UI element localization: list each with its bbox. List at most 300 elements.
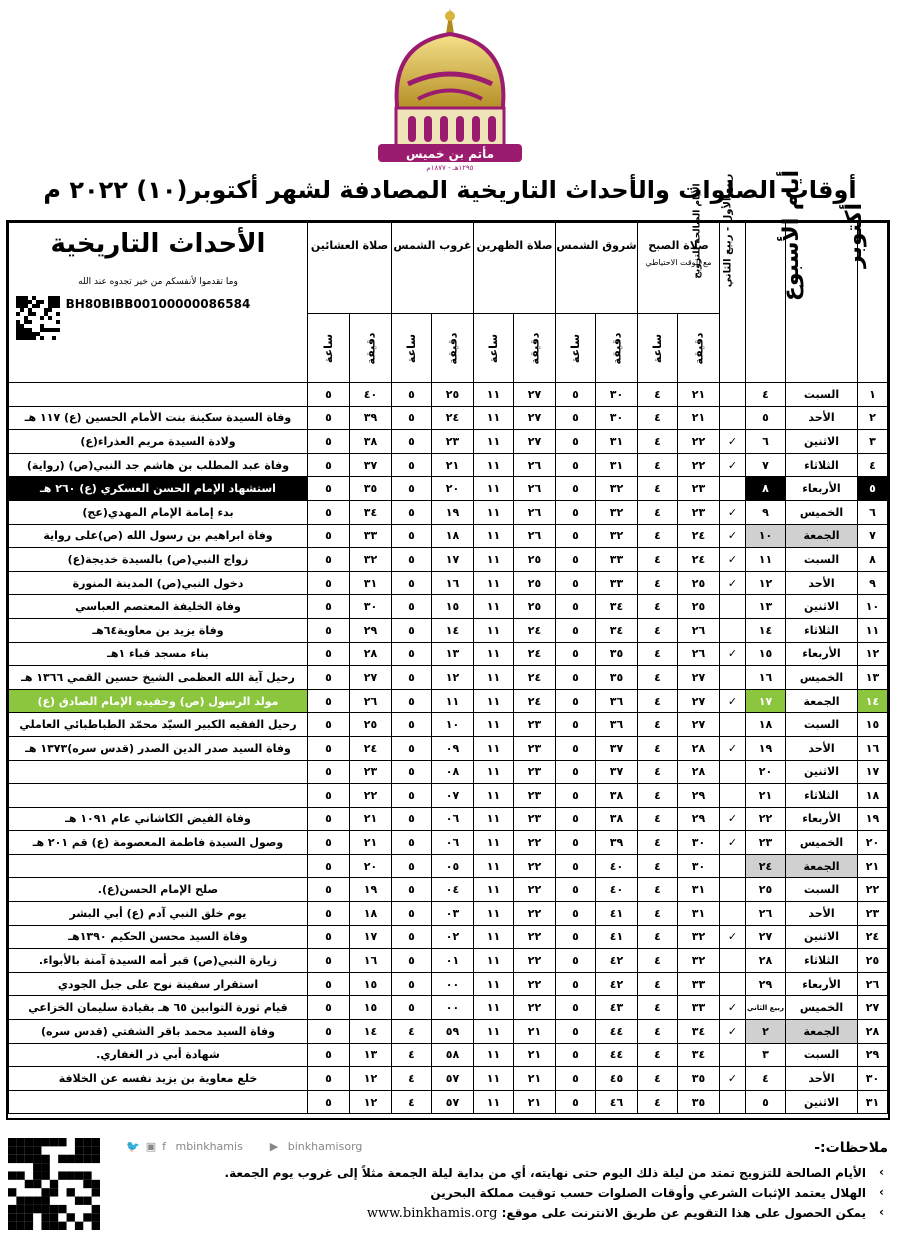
logo-founded: ١٢٩٥هـ - ١٨٧٧م bbox=[426, 164, 474, 172]
sunset-minute: ٠٣ bbox=[431, 902, 473, 926]
isha-hour: ٥ bbox=[307, 642, 349, 666]
dhuhr-hour: ١١ bbox=[473, 949, 513, 973]
header-weekday: أيام الأسبوع bbox=[786, 223, 858, 383]
hijri-day: ١٦ bbox=[746, 666, 786, 690]
day-number: ٨ bbox=[858, 548, 888, 572]
note-item: › الأيام الصالحة للتزويج تمتد من ليلة ذلك اليوم حتى نهايته، أي من بداية ليلة الجمعة مثلاً إلى غروب يوم الجمعة. bbox=[128, 1166, 866, 1180]
dhuhr-hour: ١١ bbox=[473, 713, 513, 737]
dhuhr-hour: ١١ bbox=[473, 854, 513, 878]
sunrise-hour: ٥ bbox=[555, 383, 595, 407]
isha-minute: ٣٠ bbox=[349, 595, 391, 619]
weekday: الجمعة bbox=[786, 524, 858, 548]
weekday: الخميس bbox=[786, 831, 858, 855]
sunset-minute: ١٧ bbox=[431, 548, 473, 572]
marriage-mark bbox=[720, 383, 746, 407]
sunset-hour: ٤ bbox=[391, 1067, 431, 1091]
weekday: السبت bbox=[786, 383, 858, 407]
sunrise-minute: ٤١ bbox=[595, 902, 637, 926]
isha-minute: ٢٨ bbox=[349, 642, 391, 666]
calendar-row bbox=[9, 453, 888, 477]
isha-hour: ٥ bbox=[307, 383, 349, 407]
sunset-hour: ٥ bbox=[391, 925, 431, 949]
sunset-hour: ٥ bbox=[391, 453, 431, 477]
sunrise-minute: ٤٦ bbox=[595, 1090, 637, 1114]
sunset-minute: ١٢ bbox=[431, 666, 473, 690]
sunrise-minute-header: دقيقة bbox=[595, 314, 637, 383]
sunrise-hour: ٥ bbox=[555, 453, 595, 477]
marriage-mark: ✓ bbox=[720, 1020, 746, 1044]
dhuhr-minute: ٢٢ bbox=[513, 972, 555, 996]
fajr-hour: ٤ bbox=[637, 713, 677, 737]
isha-hour: ٥ bbox=[307, 571, 349, 595]
fajr-minute: ٢٦ bbox=[678, 642, 720, 666]
isha-minute: ٣٧ bbox=[349, 453, 391, 477]
fajr-hour: ٤ bbox=[637, 548, 677, 572]
weekday: الاثنين bbox=[786, 1090, 858, 1114]
weekday: الاثنين bbox=[786, 760, 858, 784]
sunset-minute: ٢٥ bbox=[431, 383, 473, 407]
isha-minute: ٢١ bbox=[349, 831, 391, 855]
sunrise-hour-header: ساعة bbox=[555, 314, 595, 383]
isha-minute: ١٥ bbox=[349, 972, 391, 996]
marriage-mark bbox=[720, 760, 746, 784]
sunset-minute: ٢٤ bbox=[431, 406, 473, 430]
day-number: ٣١ bbox=[858, 1090, 888, 1114]
isha-hour: ٥ bbox=[307, 453, 349, 477]
dhuhr-minute: ٢١ bbox=[513, 1067, 555, 1091]
dhuhr-hour: ١١ bbox=[473, 406, 513, 430]
fajr-hour: ٤ bbox=[637, 595, 677, 619]
sunset-minute: ٠٧ bbox=[431, 784, 473, 808]
sunset-minute: ٠٠ bbox=[431, 972, 473, 996]
fajr-hour: ٤ bbox=[637, 500, 677, 524]
dhuhr-hour: ١١ bbox=[473, 1020, 513, 1044]
calendar-row bbox=[9, 595, 888, 619]
fajr-minute: ٣٤ bbox=[678, 1020, 720, 1044]
sunset-hour: ٥ bbox=[391, 996, 431, 1020]
dhuhr-hour: ١١ bbox=[473, 902, 513, 926]
dhuhr-minute: ٢٢ bbox=[513, 902, 555, 926]
dhuhr-minute-header: دقيقة bbox=[513, 314, 555, 383]
weekday: الاثنين bbox=[786, 925, 858, 949]
sunrise-hour: ٥ bbox=[555, 972, 595, 996]
fajr-minute: ٣٠ bbox=[678, 854, 720, 878]
header-october: أكتوبر bbox=[858, 223, 888, 383]
sunset-hour: ٥ bbox=[391, 784, 431, 808]
event-text bbox=[9, 760, 308, 784]
dhuhr-minute: ٢٥ bbox=[513, 548, 555, 572]
calendar-row bbox=[9, 1090, 888, 1114]
fajr-hour: ٤ bbox=[637, 925, 677, 949]
dhuhr-minute: ٢١ bbox=[513, 1090, 555, 1114]
day-number: ٢٢ bbox=[858, 878, 888, 902]
weekday: الثلاثاء bbox=[786, 949, 858, 973]
dhuhr-hour: ١١ bbox=[473, 831, 513, 855]
fajr-hour: ٤ bbox=[637, 524, 677, 548]
day-number: ٢٣ bbox=[858, 902, 888, 926]
sunset-hour: ٥ bbox=[391, 595, 431, 619]
sunset-minute: ٥٩ bbox=[431, 1020, 473, 1044]
event-text: وفاة السيد محسن الحكيم ١٣٩٠هـ bbox=[9, 925, 308, 949]
page-title: أوقات الصلوات والأحداث التاريخية المصادفة لشهر أكتوبر(١٠) ٢٠٢٢ م bbox=[43, 176, 857, 204]
sunset-hour: ٥ bbox=[391, 760, 431, 784]
hijri-day: ٢٧ bbox=[746, 925, 786, 949]
sunset-minute: ١٠ bbox=[431, 713, 473, 737]
fajr-hour: ٤ bbox=[637, 1043, 677, 1067]
isha-hour: ٥ bbox=[307, 595, 349, 619]
weekday: الجمعة bbox=[786, 689, 858, 713]
dhuhr-minute: ٢٧ bbox=[513, 430, 555, 454]
marriage-mark bbox=[720, 666, 746, 690]
isha-hour: ٥ bbox=[307, 854, 349, 878]
day-number: ٢٧ bbox=[858, 996, 888, 1020]
sunrise-minute: ٣٣ bbox=[595, 548, 637, 572]
calendar-row bbox=[9, 1020, 888, 1044]
day-number: ٤ bbox=[858, 453, 888, 477]
dhuhr-minute: ٢٢ bbox=[513, 949, 555, 973]
fajr-hour: ٤ bbox=[637, 618, 677, 642]
event-text: وصول السيدة فاطمة المعصومة (ع) قم ٢٠١ هـ bbox=[9, 831, 308, 855]
sunrise-hour: ٥ bbox=[555, 996, 595, 1020]
isha-hour: ٥ bbox=[307, 831, 349, 855]
sunrise-hour: ٥ bbox=[555, 949, 595, 973]
fajr-hour: ٤ bbox=[637, 1067, 677, 1091]
weekday: الثلاثاء bbox=[786, 784, 858, 808]
dhuhr-hour: ١١ bbox=[473, 618, 513, 642]
qr-code-website bbox=[8, 1138, 100, 1230]
hijri-day: ٢٢ bbox=[746, 807, 786, 831]
sunset-minute: ٠٦ bbox=[431, 807, 473, 831]
sunset-hour-header: ساعة bbox=[391, 314, 431, 383]
dhuhr-minute: ٢٣ bbox=[513, 807, 555, 831]
day-number: ٣٠ bbox=[858, 1067, 888, 1091]
sunrise-minute: ٣٠ bbox=[595, 383, 637, 407]
dhuhr-minute: ٢٢ bbox=[513, 925, 555, 949]
dhuhr-hour: ١١ bbox=[473, 430, 513, 454]
day-number: ٩ bbox=[858, 571, 888, 595]
marriage-mark bbox=[720, 595, 746, 619]
day-number: ٣ bbox=[858, 430, 888, 454]
event-text bbox=[9, 854, 308, 878]
dhuhr-hour: ١١ bbox=[473, 1067, 513, 1091]
sunrise-hour: ٥ bbox=[555, 595, 595, 619]
website-link[interactable]: www.binkhamis.org bbox=[366, 1206, 498, 1221]
isha-hour: ٥ bbox=[307, 500, 349, 524]
event-text: صلح الإمام الحسن(ع). bbox=[9, 878, 308, 902]
hijri-day: ٨ bbox=[746, 477, 786, 501]
sunset-hour: ٥ bbox=[391, 430, 431, 454]
day-number: ١٣ bbox=[858, 666, 888, 690]
isha-minute: ٢٧ bbox=[349, 666, 391, 690]
dhuhr-hour: ١١ bbox=[473, 736, 513, 760]
hijri-day: ١٤ bbox=[746, 618, 786, 642]
fajr-minute: ٢٩ bbox=[678, 784, 720, 808]
fajr-minute: ٣٣ bbox=[678, 972, 720, 996]
sunrise-hour: ٥ bbox=[555, 524, 595, 548]
hijri-day: ١٣ bbox=[746, 595, 786, 619]
dhuhr-hour: ١١ bbox=[473, 453, 513, 477]
isha-hour: ٥ bbox=[307, 949, 349, 973]
sunset-hour: ٥ bbox=[391, 949, 431, 973]
isha-minute: ٢٩ bbox=[349, 618, 391, 642]
marriage-mark bbox=[720, 477, 746, 501]
fajr-hour: ٤ bbox=[637, 996, 677, 1020]
sunset-minute: ٠٦ bbox=[431, 831, 473, 855]
fajr-hour: ٤ bbox=[637, 430, 677, 454]
sunrise-minute: ٣٢ bbox=[595, 477, 637, 501]
hijri-day: ٣ bbox=[746, 1043, 786, 1067]
sunset-minute: ١٨ bbox=[431, 524, 473, 548]
sunrise-minute: ٤٢ bbox=[595, 972, 637, 996]
sunrise-hour: ٥ bbox=[555, 1090, 595, 1114]
weekday: الاثنين bbox=[786, 430, 858, 454]
fajr-minute: ٢٧ bbox=[678, 689, 720, 713]
dhuhr-minute: ٢٣ bbox=[513, 713, 555, 737]
fajr-hour: ٤ bbox=[637, 902, 677, 926]
dhuhr-minute: ٢٢ bbox=[513, 854, 555, 878]
sunrise-minute: ٤٥ bbox=[595, 1067, 637, 1091]
fajr-minute: ٢٧ bbox=[678, 713, 720, 737]
marriage-mark: ✓ bbox=[720, 548, 746, 572]
sunset-hour: ٥ bbox=[391, 571, 431, 595]
sunset-hour: ٥ bbox=[391, 500, 431, 524]
marriage-mark: ✓ bbox=[720, 996, 746, 1020]
sunrise-hour: ٥ bbox=[555, 760, 595, 784]
sunset-hour: ٥ bbox=[391, 878, 431, 902]
day-number: ١١ bbox=[858, 618, 888, 642]
marriage-mark bbox=[720, 713, 746, 737]
qr-code-small bbox=[16, 296, 60, 340]
dhuhr-hour: ١١ bbox=[473, 760, 513, 784]
marriage-mark: ✓ bbox=[720, 642, 746, 666]
sunset-minute: ١١ bbox=[431, 689, 473, 713]
hijri-day: ٢ bbox=[746, 1020, 786, 1044]
sunrise-minute: ٣٤ bbox=[595, 618, 637, 642]
calendar-row bbox=[9, 689, 888, 713]
sunrise-minute: ٤٤ bbox=[595, 1043, 637, 1067]
weekday: الأحد bbox=[786, 406, 858, 430]
sunrise-minute: ٣١ bbox=[595, 453, 637, 477]
fajr-hour: ٤ bbox=[637, 1090, 677, 1114]
hijri-day: ١٢ bbox=[746, 571, 786, 595]
dhuhr-minute: ٢٤ bbox=[513, 689, 555, 713]
fajr-hour: ٤ bbox=[637, 807, 677, 831]
hijri-day: ٢٤ bbox=[746, 854, 786, 878]
calendar-row bbox=[9, 500, 888, 524]
sunset-hour: ٥ bbox=[391, 642, 431, 666]
fajr-hour: ٤ bbox=[637, 689, 677, 713]
sunrise-minute: ٣٤ bbox=[595, 595, 637, 619]
fajr-hour: ٤ bbox=[637, 1020, 677, 1044]
sunrise-hour: ٥ bbox=[555, 878, 595, 902]
sunrise-hour: ٥ bbox=[555, 854, 595, 878]
isha-hour: ٥ bbox=[307, 1043, 349, 1067]
marriage-mark bbox=[720, 972, 746, 996]
isha-hour: ٥ bbox=[307, 807, 349, 831]
day-number: ١٤ bbox=[858, 689, 888, 713]
sunrise-minute: ٣٣ bbox=[595, 571, 637, 595]
hijri-day: ٢٠ bbox=[746, 760, 786, 784]
sunset-hour: ٥ bbox=[391, 383, 431, 407]
isha-hour: ٥ bbox=[307, 406, 349, 430]
weekday: الأربعاء bbox=[786, 642, 858, 666]
dhuhr-minute: ٢٤ bbox=[513, 642, 555, 666]
isha-minute: ١٣ bbox=[349, 1043, 391, 1067]
hijri-day: ١١ bbox=[746, 548, 786, 572]
sunrise-minute: ٤٠ bbox=[595, 878, 637, 902]
calendar-row bbox=[9, 831, 888, 855]
calendar-row bbox=[9, 902, 888, 926]
youtube-icon: ▶ bbox=[269, 1140, 279, 1153]
facebook-icon: f bbox=[162, 1140, 166, 1153]
dhuhr-hour: ١١ bbox=[473, 383, 513, 407]
instagram-icon: ▣ bbox=[145, 1140, 157, 1153]
fajr-minute: ٢٨ bbox=[678, 736, 720, 760]
sunset-hour: ٥ bbox=[391, 831, 431, 855]
dhuhr-hour: ١١ bbox=[473, 972, 513, 996]
sunrise-minute: ٣٧ bbox=[595, 760, 637, 784]
sunrise-minute: ٣١ bbox=[595, 430, 637, 454]
fajr-hour: ٤ bbox=[637, 831, 677, 855]
isha-hour: ٥ bbox=[307, 736, 349, 760]
marriage-mark: ✓ bbox=[720, 807, 746, 831]
isha-minute: ١٢ bbox=[349, 1067, 391, 1091]
sunrise-hour: ٥ bbox=[555, 642, 595, 666]
header-isha: صلاة العشائين bbox=[307, 223, 391, 314]
day-number: ٧ bbox=[858, 524, 888, 548]
dhuhr-hour: ١١ bbox=[473, 1043, 513, 1067]
isha-hour: ٥ bbox=[307, 666, 349, 690]
sunset-minute: ٠١ bbox=[431, 949, 473, 973]
weekday: السبت bbox=[786, 878, 858, 902]
hijri-day: ١٩ bbox=[746, 736, 786, 760]
isha-hour: ٥ bbox=[307, 902, 349, 926]
sunrise-hour: ٥ bbox=[555, 618, 595, 642]
fajr-hour: ٤ bbox=[637, 383, 677, 407]
logo-text: مأتم بن خميس bbox=[405, 147, 495, 161]
sunrise-minute: ٣٧ bbox=[595, 736, 637, 760]
header-events: الأحداث التاريخية وما تقدموا لأنفسكم من خير تجدوه عند الله BH80BIBB00100000086584 bbox=[9, 223, 308, 383]
weekday: الأربعاء bbox=[786, 972, 858, 996]
fajr-hour: ٤ bbox=[637, 406, 677, 430]
day-number: ١٨ bbox=[858, 784, 888, 808]
fajr-minute: ٢١ bbox=[678, 383, 720, 407]
youtube-handle[interactable]: binkhamisorg bbox=[287, 1140, 363, 1153]
sunrise-minute: ٤٠ bbox=[595, 854, 637, 878]
fajr-hour: ٤ bbox=[637, 784, 677, 808]
day-number: ١٩ bbox=[858, 807, 888, 831]
sunrise-minute: ٤٤ bbox=[595, 1020, 637, 1044]
fajr-hour: ٤ bbox=[637, 878, 677, 902]
fajr-minute: ٢٥ bbox=[678, 595, 720, 619]
event-text: وفاة عبد المطلب بن هاشم جد النبي(ص) (رواية) bbox=[9, 453, 308, 477]
day-number: ١ bbox=[858, 383, 888, 407]
note-item: › الهلال يعتمد الإثبات الشرعي وأوقات الصلوات حسب توقيت مملكة البحرين bbox=[128, 1186, 866, 1200]
calendar-row bbox=[9, 878, 888, 902]
fajr-minute: ٣٠ bbox=[678, 831, 720, 855]
calendar-row bbox=[9, 666, 888, 690]
day-number: ١٦ bbox=[858, 736, 888, 760]
event-text: دخول النبي(ص) المدينة المنورة bbox=[9, 571, 308, 595]
header-marriage: الأيام الصالحة للتزويج bbox=[720, 223, 746, 383]
dhuhr-minute: ٢٦ bbox=[513, 500, 555, 524]
social-handle[interactable]: mbinkhamis bbox=[175, 1140, 243, 1153]
dhuhr-minute: ٢٤ bbox=[513, 666, 555, 690]
calendar-row bbox=[9, 713, 888, 737]
hijri-day: ربيع الثاني bbox=[746, 996, 786, 1020]
calendar-row bbox=[9, 548, 888, 572]
calendar-row bbox=[9, 949, 888, 973]
marriage-mark bbox=[720, 878, 746, 902]
marriage-mark: ✓ bbox=[720, 500, 746, 524]
day-number: ١٢ bbox=[858, 642, 888, 666]
sunrise-hour: ٥ bbox=[555, 1067, 595, 1091]
fajr-hour: ٤ bbox=[637, 477, 677, 501]
sunset-hour: ٤ bbox=[391, 1043, 431, 1067]
isha-hour: ٥ bbox=[307, 1067, 349, 1091]
fajr-minute: ٢٣ bbox=[678, 477, 720, 501]
isha-hour: ٥ bbox=[307, 878, 349, 902]
sunset-minute: ٥٧ bbox=[431, 1090, 473, 1114]
isha-minute: ٢٣ bbox=[349, 760, 391, 784]
marriage-mark: ✓ bbox=[720, 524, 746, 548]
dhuhr-hour: ١١ bbox=[473, 1090, 513, 1114]
event-text: وفاة الخليفة المعتصم العباسي bbox=[9, 595, 308, 619]
sunset-hour: ٥ bbox=[391, 972, 431, 996]
calendar-row bbox=[9, 925, 888, 949]
isha-minute: ٢٥ bbox=[349, 713, 391, 737]
sunset-hour: ٥ bbox=[391, 524, 431, 548]
sunrise-hour: ٥ bbox=[555, 831, 595, 855]
fajr-hour: ٤ bbox=[637, 666, 677, 690]
calendar-row bbox=[9, 1067, 888, 1091]
dhuhr-hour: ١١ bbox=[473, 925, 513, 949]
fajr-minute: ٣٥ bbox=[678, 1067, 720, 1091]
isha-minute-header: دقيقة bbox=[349, 314, 391, 383]
hijri-day: ١٨ bbox=[746, 713, 786, 737]
fajr-minute: ٢٩ bbox=[678, 807, 720, 831]
calendar-row bbox=[9, 430, 888, 454]
event-text: يوم خلق النبي آدم (ع) أبي البشر bbox=[9, 902, 308, 926]
dhuhr-hour: ١١ bbox=[473, 548, 513, 572]
calendar-row bbox=[9, 784, 888, 808]
isha-hour: ٥ bbox=[307, 477, 349, 501]
event-text: وفاة السيدة سكينة بنت الأمام الحسين (ع) ١١٧ هـ bbox=[9, 406, 308, 430]
hijri-day: ٢٨ bbox=[746, 949, 786, 973]
isha-minute: ٤٠ bbox=[349, 383, 391, 407]
isha-minute: ٣٣ bbox=[349, 524, 391, 548]
sunrise-hour: ٥ bbox=[555, 925, 595, 949]
fajr-minute: ٢٣ bbox=[678, 500, 720, 524]
isha-minute: ٣٩ bbox=[349, 406, 391, 430]
fajr-hour: ٤ bbox=[637, 571, 677, 595]
marriage-mark bbox=[720, 1043, 746, 1067]
sunrise-minute: ٣٦ bbox=[595, 713, 637, 737]
sunset-hour: ٥ bbox=[391, 548, 431, 572]
dhuhr-minute: ٢١ bbox=[513, 1020, 555, 1044]
isha-minute: ١٧ bbox=[349, 925, 391, 949]
event-text: قيام ثورة التوابين ٦٥ هـ بقيادة سليمان الخزاعي bbox=[9, 996, 308, 1020]
sunrise-hour: ٥ bbox=[555, 666, 595, 690]
sunset-hour: ٥ bbox=[391, 807, 431, 831]
marriage-mark: ✓ bbox=[720, 571, 746, 595]
event-text: رحيل آية الله العظمى الشيخ حسين القمي ١٣٦٦ هـ bbox=[9, 666, 308, 690]
marriage-mark bbox=[720, 406, 746, 430]
sunset-hour: ٥ bbox=[391, 736, 431, 760]
hijri-day: ٧ bbox=[746, 453, 786, 477]
isha-hour: ٥ bbox=[307, 1020, 349, 1044]
weekday: السبت bbox=[786, 1043, 858, 1067]
